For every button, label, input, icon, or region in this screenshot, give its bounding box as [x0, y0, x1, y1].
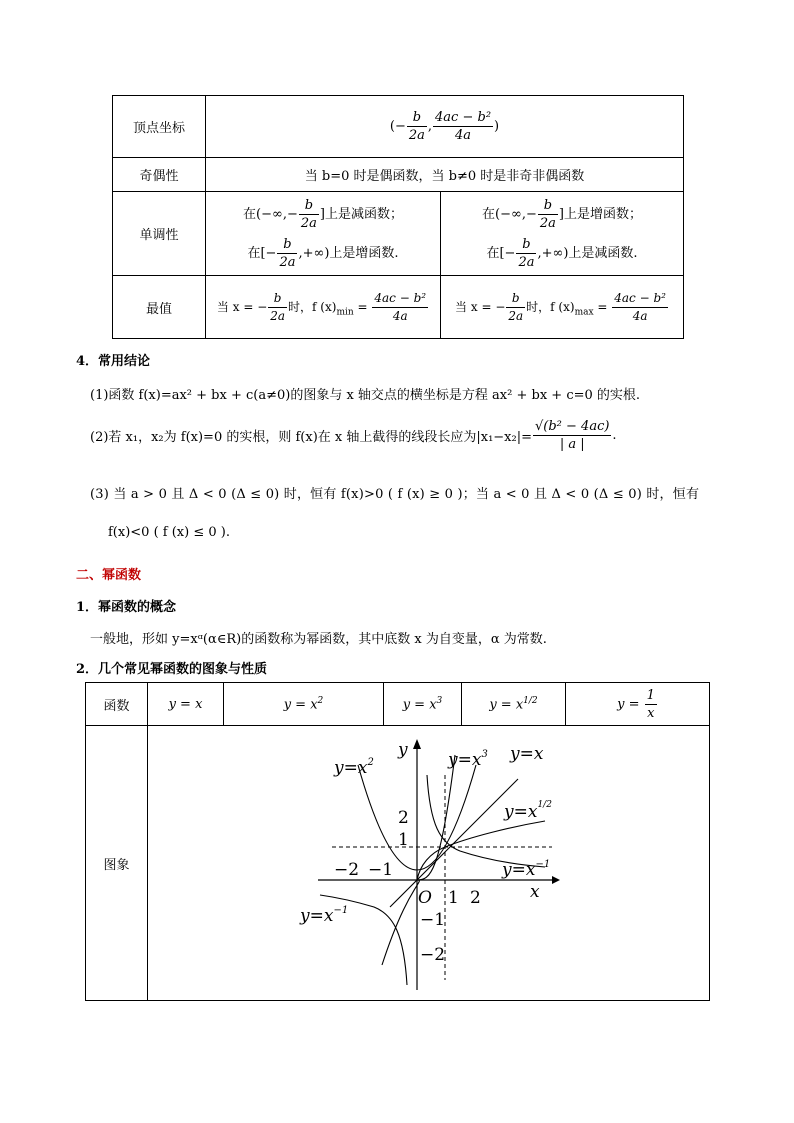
quadratic-properties-table [112, 95, 684, 339]
y-axis-arrow [413, 739, 421, 749]
row-label-extreme: 最值 [113, 276, 206, 339]
tick-x-1: 1 [448, 888, 459, 908]
func-linear: y = x [148, 683, 224, 726]
table-row [113, 192, 684, 276]
section-4-title: 4．常用结论 [76, 354, 151, 369]
vertex-formula: (− $\frac{b}{2a}$ , $\frac{\text{4ac − b²}}{4a}$ ) [206, 96, 684, 158]
monotonicity-right: 在(−∞,− $\frac{b}{2a}$ ]上是增函数； 在[− $\frac{b}{2a}$ ,+∞)上是减函数. [441, 192, 684, 276]
power-concept-text: 一般地，形如 y=xᵅ(α∈R)的函数称为幂函数，其中底数 x 为自变量，α 为常数. [90, 632, 547, 647]
graph-row-label: 图象 [86, 726, 148, 1001]
tick-x-neg2: −2 [334, 860, 360, 880]
table-row [113, 96, 684, 158]
func-cube: $y = x^3$ [384, 683, 462, 726]
label-sqrt: $y=x^{1/2}$ [504, 800, 552, 822]
label-inverse-right: $y=x^{-1}$ [502, 859, 551, 880]
func-reciprocal: y = $\frac{1}{x}$ [566, 683, 710, 726]
conclusion-3-line-2: f(x)<0 ( f (x) ≤ 0 ). [108, 525, 230, 540]
power-function-graph [290, 735, 590, 997]
common-power-functions-title: 2．几个常见幂函数的图象与性质 [76, 662, 268, 677]
monotonicity-left: 在(−∞,− $\frac{b}{2a}$ ]上是减函数； 在[− $\frac{b}{2a}$ ,+∞)上是增函数. [206, 192, 441, 276]
row-label-parity: 奇偶性 [113, 158, 206, 192]
origin-label: O [418, 888, 432, 908]
table-row [86, 683, 710, 726]
label-x-cubed: $y=x^3$ [448, 749, 488, 770]
axis-y-label: y [398, 740, 408, 760]
tick-x-2: 2 [470, 888, 481, 908]
axis-x-label: x [530, 882, 540, 902]
tick-x-neg1: −1 [368, 860, 394, 880]
tick-y-neg2: −2 [420, 945, 446, 965]
table-row [113, 276, 684, 339]
label-inverse-left: $y=x^{-1}$ [300, 905, 349, 926]
label-x-squared: $y=x^2$ [334, 757, 374, 778]
row-label-monotonicity: 单调性 [113, 192, 206, 276]
x-axis-arrow [552, 876, 560, 884]
func-square: $y = x^2$ [224, 683, 384, 726]
row-label-vertex: 顶点坐标 [113, 96, 206, 158]
function-header: 函数 [86, 683, 148, 726]
extreme-min: 当 x = − $\frac{b}{2a}$ 时，f $(x)_{min}$ = $\frac{\text{4ac − b²}}{4a}$ [206, 276, 441, 339]
func-sqrt: $y = x^{1/2}$ [462, 683, 566, 726]
label-identity: y=x [510, 744, 544, 764]
power-function-heading: 二、幂函数 [76, 568, 142, 583]
table-row [113, 158, 684, 192]
conclusion-3-line-1: (3) 当 a > 0 且 Δ < 0 (Δ ≤ 0) 时，恒有 f(x)>0 ( f (x) ≥ 0 )；当 a < 0 且 Δ < 0 (Δ ≤ 0) 时，恒有 [90, 487, 700, 502]
extreme-max: 当 x = − $\frac{b}{2a}$ 时，f $(x)_{max}$ = $\frac{\text{4ac − b²}}{4a}$ [441, 276, 684, 339]
power-concept-title: 1．幂函数的概念 [76, 600, 177, 615]
parity-text: 当 b=0 时是偶函数，当 b≠0 时是非奇非偶函数 [206, 158, 684, 192]
tick-y-1: 1 [398, 830, 409, 850]
tick-y-2: 2 [398, 808, 409, 828]
conclusion-2: (2)若 x₁，x₂为 f(x)=0 的实根，则 f(x)在 x 轴上截得的线段长应为|x₁−x₂|= $\frac{\text{√(b² − 4ac)}}{| a |}$ . [90, 419, 617, 452]
conclusion-1: (1)函数 f(x)=ax² + bx + c(a≠0)的图象与 x 轴交点的横坐标是方程 ax² + bx + c=0 的实根. [90, 388, 641, 403]
tick-y-neg1: −1 [420, 910, 446, 930]
